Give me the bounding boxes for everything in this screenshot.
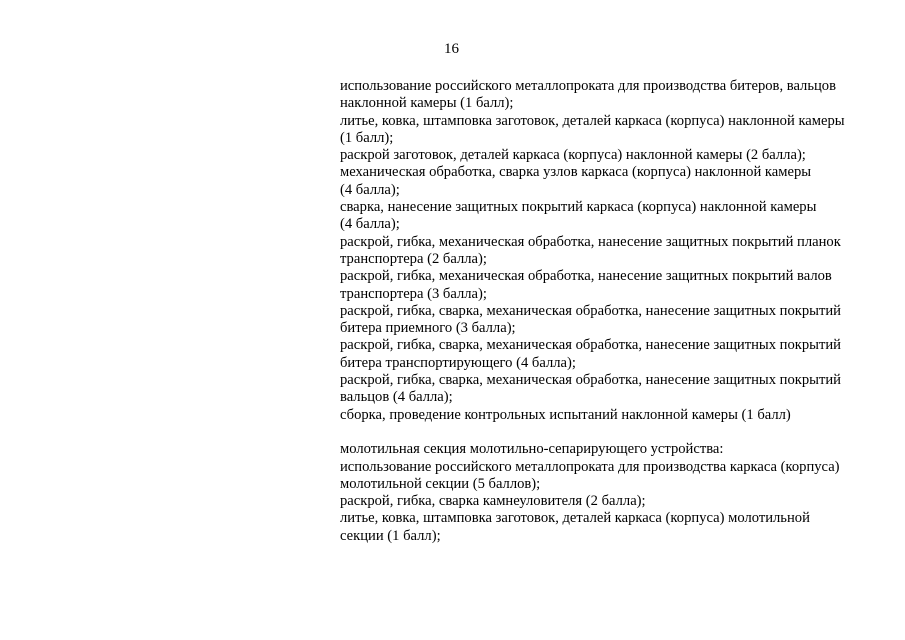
- text-line: молотильной секции (5 баллов);: [340, 475, 541, 492]
- text-line: (1 балл);: [340, 129, 394, 146]
- text-line: раскрой, гибка, механическая обработка, нанесение защитных покрытий планок: [340, 233, 841, 250]
- text-line: транспортера (3 балла);: [340, 285, 487, 302]
- text-line: раскрой, гибка, сварка камнеуловителя (2 балла);: [340, 493, 646, 510]
- text-line: сварка, нанесение защитных покрытий каркаса (корпуса) наклонной камеры: [340, 199, 817, 216]
- text-line: раскрой, гибка, сварка, механическая обработка, нанесение защитных покрытий: [340, 372, 841, 389]
- text-line: раскрой, гибка, сварка, механическая обработка, нанесение защитных покрытий: [340, 337, 841, 354]
- paragraph-gap: [340, 424, 880, 441]
- text-line: использование российского металлопроката для производства битеров, вальцов: [340, 78, 836, 94]
- text-line: битера приемного (3 балла);: [340, 320, 516, 337]
- page-number: 16: [444, 41, 459, 57]
- document-body: [340, 78, 880, 545]
- text-line: использование российского металлопроката для производства каркаса (корпуса): [340, 458, 840, 475]
- text-line: литье, ковка, штамповка заготовок, деталей каркаса (корпуса) наклонной камеры: [340, 112, 845, 129]
- text-line: механическая обработка, сварка узлов каркаса (корпуса) наклонной камеры: [340, 164, 812, 181]
- text-line: сборка, проведение контрольных испытаний наклонной камеры (1 балл): [340, 406, 791, 423]
- text-line: раскрой заготовок, деталей каркаса (корпуса) наклонной камеры (2 балла);: [340, 147, 806, 164]
- text-line: вальцов (4 балла);: [340, 389, 453, 406]
- text-line: транспортера (2 балла);: [340, 250, 487, 267]
- text-line: секции (1 балл);: [340, 527, 441, 544]
- text-line: битера транспортирующего (4 балла);: [340, 354, 576, 371]
- text-line: (4 балла);: [340, 181, 400, 198]
- section-heading: молотильная секция молотильно-сепарирующего устройства:: [340, 441, 724, 458]
- text-line: литье, ковка, штамповка заготовок, деталей каркаса (корпуса) молотильной: [340, 510, 810, 527]
- text-line: (4 балла);: [340, 216, 400, 233]
- text-line: раскрой, гибка, механическая обработка, нанесение защитных покрытий валов: [340, 268, 832, 285]
- text-line: раскрой, гибка, сварка, механическая обработка, нанесение защитных покрытий: [340, 302, 841, 319]
- text-line: наклонной камеры (1 балл);: [340, 95, 514, 112]
